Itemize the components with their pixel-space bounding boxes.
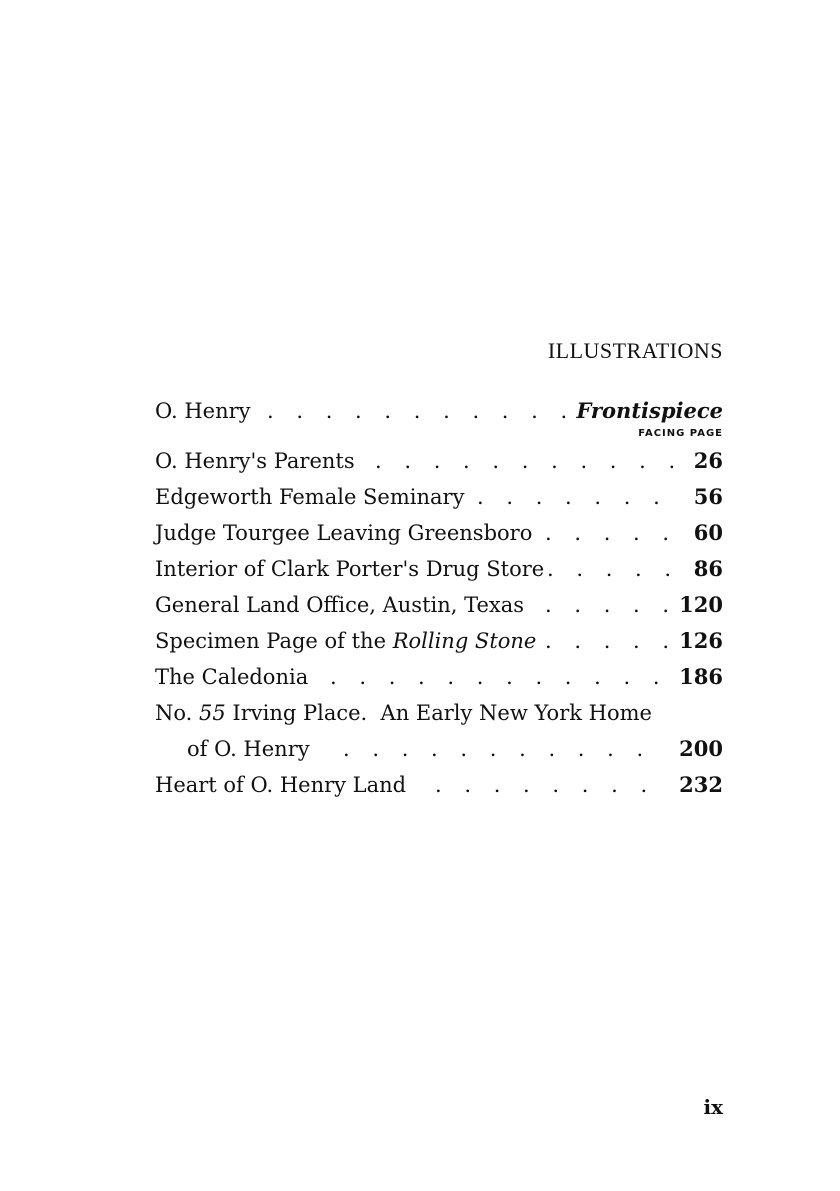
list-item-title: O. Henry's Parents bbox=[155, 449, 355, 473]
list-item-page: 86 bbox=[693, 556, 723, 581]
list-item-title: Edgeworth Female Seminary bbox=[155, 485, 465, 509]
list-item bbox=[155, 443, 723, 479]
leader-dots: . . . . . bbox=[545, 629, 678, 653]
list-item-title-prefix: No. bbox=[155, 701, 199, 725]
list-item-title bbox=[155, 695, 652, 731]
leader-dots: . . . . . . . . bbox=[435, 773, 656, 797]
list-item-frontispiece bbox=[155, 393, 723, 429]
list-item bbox=[155, 587, 723, 623]
list-item-page: 120 bbox=[679, 592, 723, 617]
list-item-continuation bbox=[155, 731, 723, 767]
list-item-page: 232 bbox=[679, 772, 723, 797]
leader-dots: . . . . . bbox=[545, 521, 678, 545]
list-item-page: 26 bbox=[693, 448, 723, 473]
list-item bbox=[155, 551, 723, 587]
leader-dots: . . . . . . . . . . . bbox=[375, 449, 684, 473]
list-item-title bbox=[155, 623, 536, 659]
list-item bbox=[155, 659, 723, 695]
list-item-page: 186 bbox=[679, 664, 723, 689]
list-item-multiline bbox=[155, 695, 723, 731]
list-item-title-rest: Irving Place. An Early New York Home bbox=[225, 701, 652, 725]
illustrations-list bbox=[155, 393, 723, 803]
leader-dots: . . . . . . . . . . . . bbox=[330, 665, 668, 689]
page-number: ix bbox=[703, 1095, 723, 1119]
list-item bbox=[155, 515, 723, 551]
leader-dots: . . . . . . . . . . . . bbox=[267, 399, 605, 423]
list-item-title: Interior of Clark Porter's Drug Store bbox=[155, 557, 545, 581]
list-item-title: O. Henry bbox=[155, 399, 251, 423]
list-item-title-italic: Rolling Stone bbox=[392, 629, 537, 653]
list-item bbox=[155, 767, 723, 803]
list-item bbox=[155, 479, 723, 515]
page-title: ILLUSTRATIONS bbox=[547, 338, 723, 363]
facing-page-label: FACING PAGE bbox=[638, 428, 723, 439]
list-item-page: Frontispiece bbox=[576, 398, 723, 423]
list-item-title: Judge Tourgee Leaving Greensboro bbox=[155, 521, 533, 545]
list-item-title: The Caledonia bbox=[155, 665, 309, 689]
leader-dots: . . . . . . . . . . . bbox=[343, 737, 652, 761]
list-item-title: Heart of O. Henry Land bbox=[155, 773, 407, 797]
list-item-title-italic: 55 bbox=[199, 701, 226, 725]
list-item-title: General Land Office, Austin, Texas bbox=[155, 593, 525, 617]
list-item-page: 126 bbox=[679, 628, 723, 653]
list-item-page: 56 bbox=[693, 484, 723, 509]
leader-dots: . . . . . . . bbox=[477, 485, 668, 509]
list-item-title-prefix: Specimen Page of the bbox=[155, 629, 393, 653]
list-item-page: 200 bbox=[679, 736, 723, 761]
leader-dots: . . . . . bbox=[545, 593, 678, 617]
list-item-page: 60 bbox=[693, 520, 723, 545]
list-item-title-line2: of O. Henry bbox=[187, 737, 310, 761]
list-item bbox=[155, 623, 723, 659]
leader-dots: . . . . . bbox=[547, 557, 680, 581]
